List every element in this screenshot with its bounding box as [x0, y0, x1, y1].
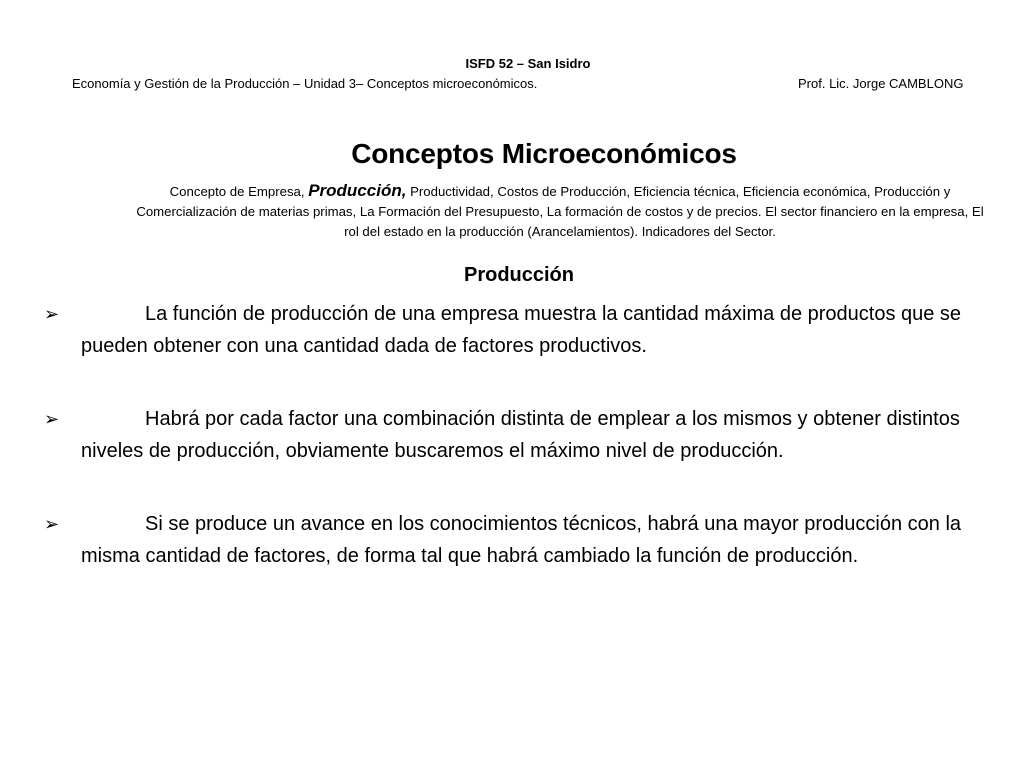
topics-list [128, 181, 992, 242]
topics-highlight: Producción, [308, 181, 407, 200]
bullet-text: Si se produce un avance en los conocimientos técnicos, habrá una mayor producción con la misma cantidad de factores, de forma tal que habrá cambiado la función de producción. [81, 513, 962, 567]
arrow-bullet-icon: ➢ [44, 514, 60, 534]
section-heading: Producción [463, 264, 574, 286]
bullet-item [44, 404, 974, 467]
arrow-bullet-icon: ➢ [44, 409, 60, 429]
bullet-item [44, 509, 974, 572]
bullet-text: Habrá por cada factor una combinación distinta de emplear a los mismos y obtener distintos niveles de producción, obviamente buscaremos el máximo nivel de producción. [81, 408, 960, 462]
slide-title: Conceptos Microeconómicos [351, 138, 737, 169]
topics-suffix: Productividad, Costos de Producción, Eficiencia técnica, Eficiencia económica, Producción y Comercialización de materias primas, La Formación del Presupuesto, La formación de costos y de precios. El sector financiero en la empresa, El rol del estado en la producción (Arancelamientos). Indicadores del Sector. [136, 184, 984, 239]
bullet-item [44, 299, 974, 362]
header-professor: Prof. Lic. Jorge CAMBLONG [798, 76, 964, 91]
arrow-bullet-icon: ➢ [44, 304, 60, 324]
bullet-list [44, 299, 974, 614]
header-course: Economía y Gestión de la Producción – Unidad 3– Conceptos microeconómicos. [72, 76, 538, 91]
topics-prefix: Concepto de Empresa, [169, 184, 309, 199]
header-institution: ISFD 52 – San Isidro [465, 56, 591, 71]
bullet-text: La función de producción de una empresa muestra la cantidad máxima de productos que se pueden obtener con una cantidad dada de factores productivos. [81, 303, 962, 357]
